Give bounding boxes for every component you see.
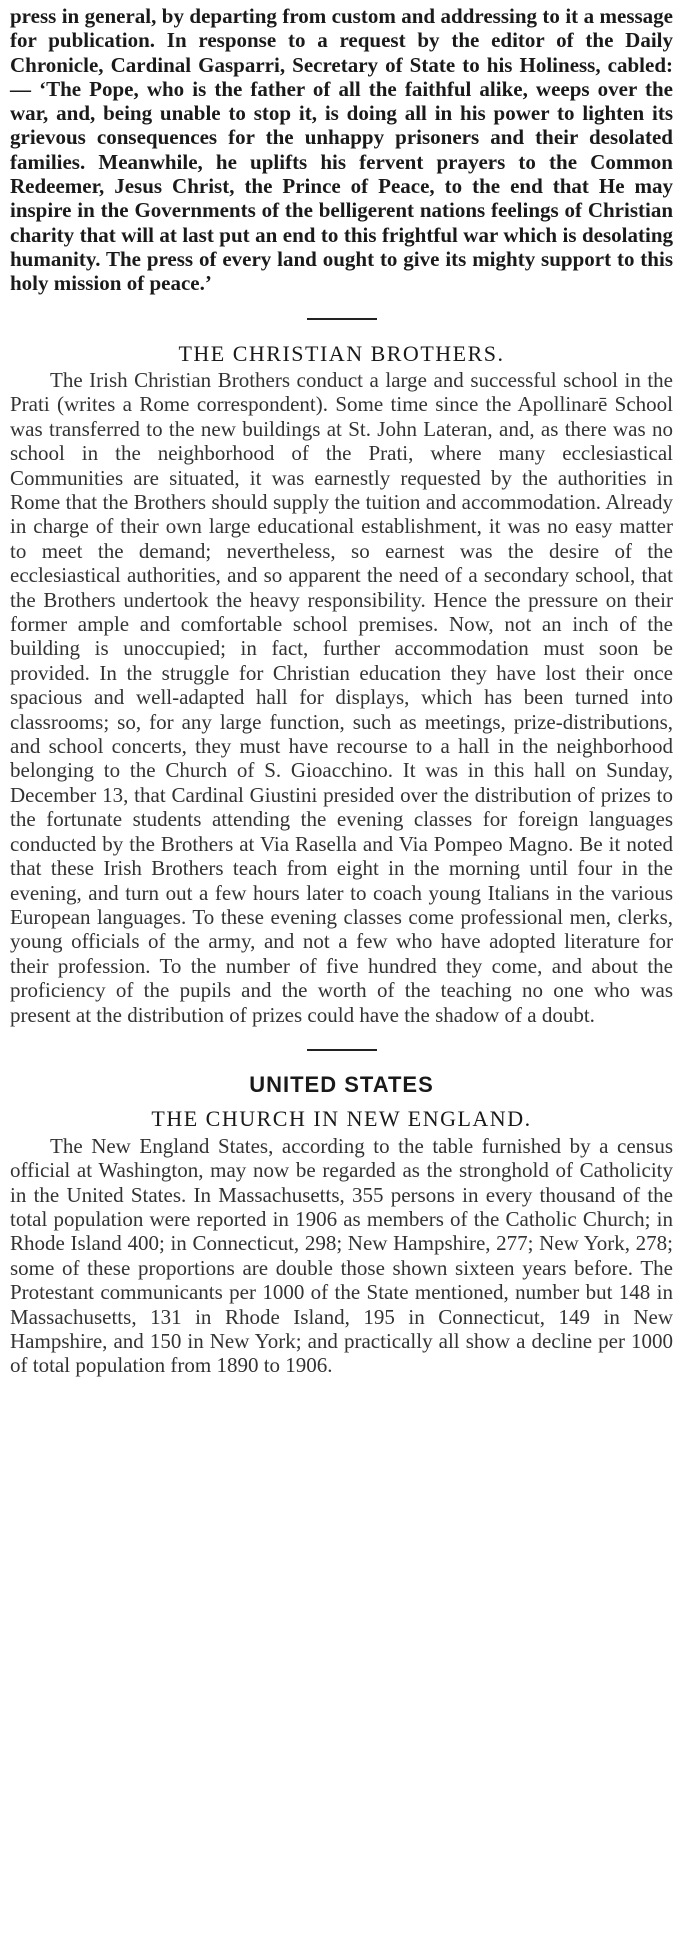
section-divider <box>307 318 377 320</box>
church-new-england-heading: THE CHURCH IN NEW ENGLAND. <box>151 1106 532 1132</box>
article-top-paragraph: press in general, by departing from custom and addressing to it a message for publication. In response to a request by the editor of the Daily Chronicle, Cardinal Gasparri, Secretary of State to his Holiness, cabled:— ‘The Pope, who is the father of all the faithful alike, weeps over the war, and, being unable to stop it, is doing all in his power to lighten its grievous consequences for the unhappy prisoners and their desolated families. Meanwhile, he uplifts his fervent prayers to the Common Redeemer, Jesus Christ, the Prince of Peace, to the end that He may inspire in the Governments of the belligerent nations feelings of Christian charity that will at last put an end to this frightful war which is desolating humanity. The press of every land ought to give its mighty support to this holy mission of peace.’ <box>10 4 673 296</box>
christian-brothers-paragraph: The Irish Christian Brothers conduct a large and successful school in the Prati (writes a Rome correspondent). Some time since the Apollinarē School was transferred to the new buildings at St. John Lateran, and, as there was no school in the neighborhood of the Prati, where many ecclesiastical Communities are situated, it was earnestly requested by the authorities in Rome that the Brothers should supply the tuition and accommodation. Already in charge of their own large educational establishment, it was no easy matter to meet the demand; nevertheless, so earnest was the desire of the ecclesiastical authorities, and so apparent the need of a secondary school, that the Brothers undertook the heavy responsibility. Hence the pressure on their former ample and comfortable school premises. Now, not an inch of the building is unoccupied; in fact, further accommodation must soon be provided. In the struggle for Christian education they have lost their once spacious and well-adapted hall for displays, which has been turned into classrooms; so, for any large function, such as meetings, prize-distributions, and school concerts, they must have recourse to a hall in the neighborhood belonging to the Church of S. Gioacchino. It was in this hall on Sunday, December 13, that Cardinal Giustini presided over the distribution of prizes to the fortunate students attending the evening classes for foreign languages conducted by the Brothers at Via Rasella and Via Pompeo Magno. Be it noted that these Irish Brothers teach from eight in the morning until four in the evening, and turn out a few hours later to coach young Italians in the various European languages. To these evening classes come professional men, clerks, young officials of the army, and not a few who have adopted literature for their profession. To the number of five hundred they come, and about the proficiency of the pupils and the worth of the teaching no one who was present at the distribution of prizes could have the shadow of a doubt. <box>10 367 673 1027</box>
section-divider-2 <box>307 1049 377 1051</box>
united-states-heading: UNITED STATES <box>249 1071 434 1097</box>
church-new-england-paragraph: The New England States, according to the table furnished by a census official at Washington, may now be regarded as the stronghold of Catholicity in the United States. In Massachusetts, 355 persons in every thousand of the total population were reported in 1906 as members of the Catholic Church; in Rhode Island 400; in Connecticut, 298; New Hampshire, 277; New York, 278; some of these proportions are double those shown sixteen years before. The Protestant communicants per 1000 of the State mentioned, number but 148 in Massachusetts, 131 in Rhode Island, 195 in Connecticut, 149 in New Hampshire, and 150 in New York; and practically all show a decline per 1000 of total population from 1890 to 1906. <box>10 1133 673 1378</box>
christian-brothers-heading: THE CHRISTIAN BROTHERS. <box>178 340 505 366</box>
